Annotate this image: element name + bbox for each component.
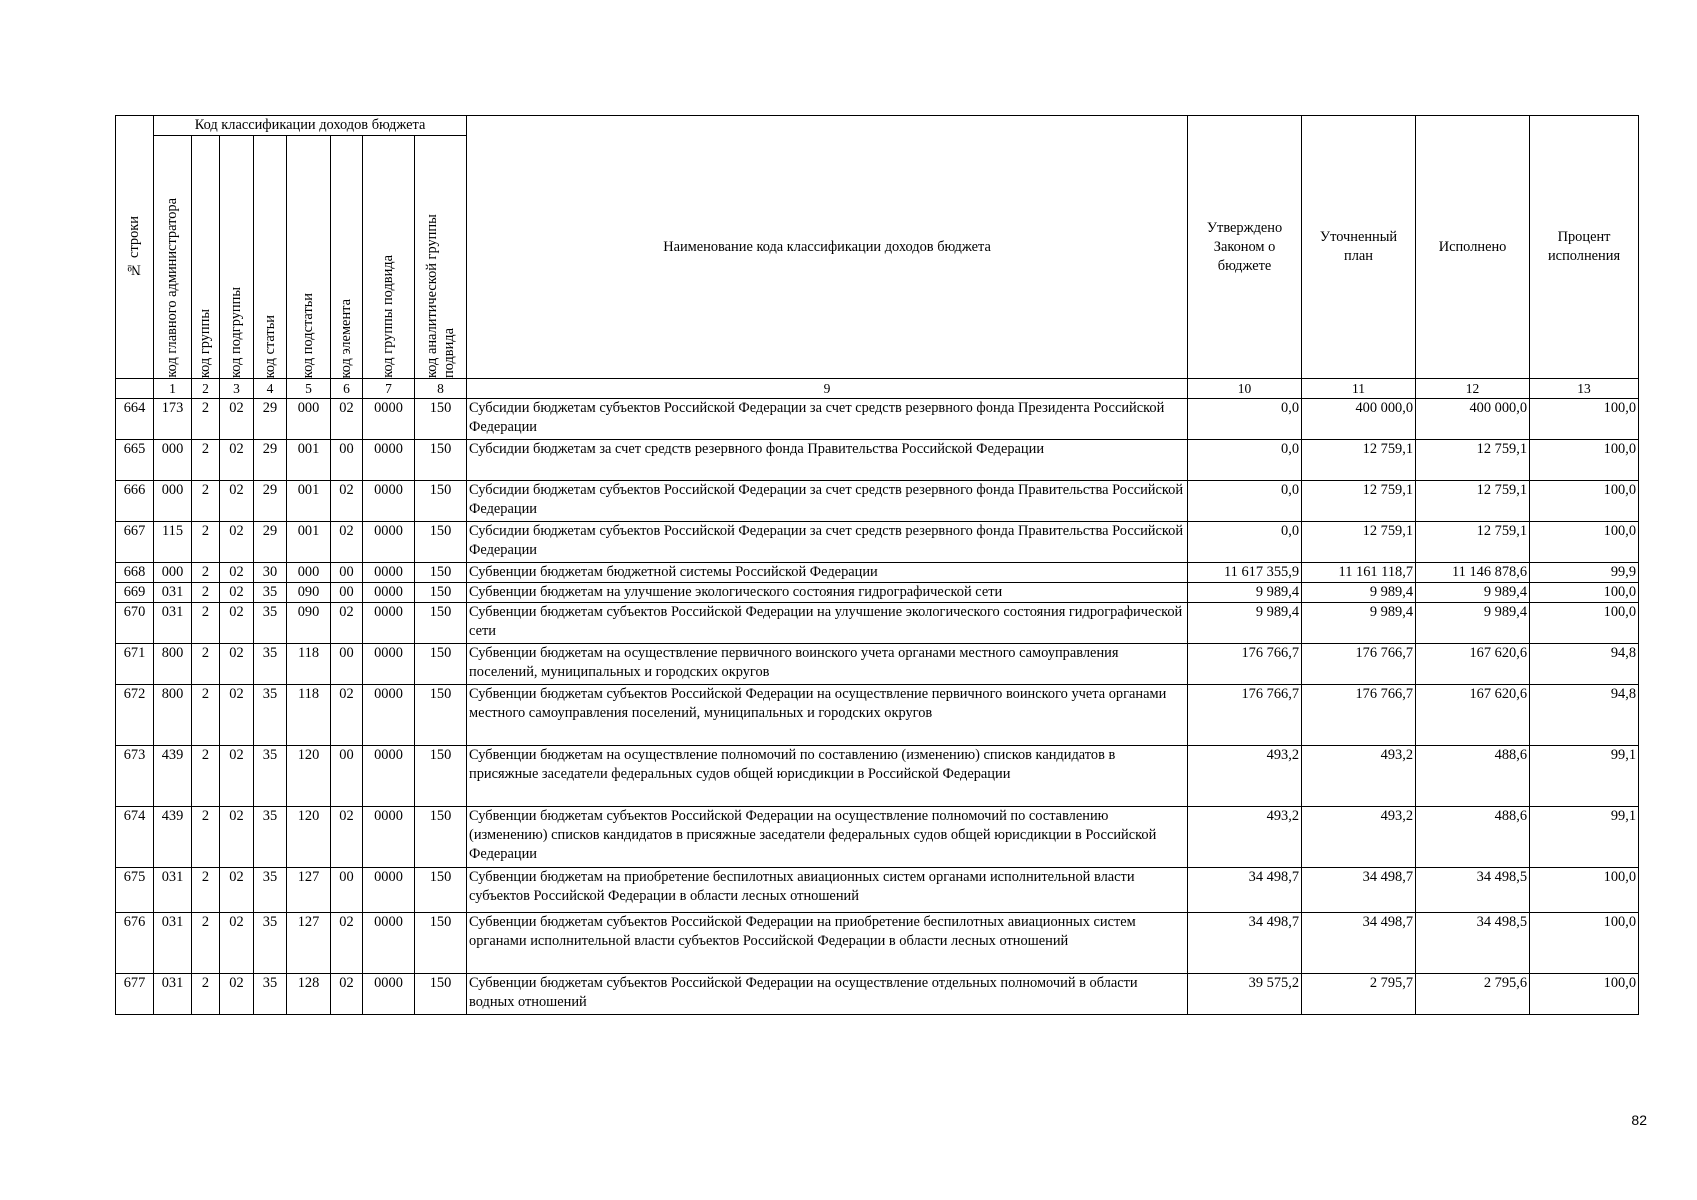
row-number-cell: 675: [116, 868, 154, 913]
column-number: 13: [1530, 379, 1639, 399]
article-code-cell: 35: [254, 746, 287, 807]
element-code-cell: 00: [331, 440, 363, 481]
column-number-blank: [116, 379, 154, 399]
percent-cell: 94,8: [1530, 644, 1639, 685]
group-code-cell: 2: [192, 603, 220, 644]
analytic-group-code-cell: 150: [415, 644, 467, 685]
analytic-group-code-cell: 150: [415, 974, 467, 1015]
column-number: 2: [192, 379, 220, 399]
header-admin-code: код главного администратора: [154, 136, 192, 379]
subgroup-code-cell: 02: [220, 868, 254, 913]
row-number-cell: 668: [116, 563, 154, 583]
plan-amount-cell: 493,2: [1302, 746, 1416, 807]
group-code-cell: 2: [192, 440, 220, 481]
subtype-group-code-cell: 0000: [363, 746, 415, 807]
table-row: [116, 481, 1639, 522]
header-element-code: код элемента: [331, 136, 363, 379]
analytic-group-code-cell: 150: [415, 583, 467, 603]
approved-amount-cell: 9 989,4: [1188, 603, 1302, 644]
article-code-cell: 35: [254, 644, 287, 685]
article-code-cell: 29: [254, 522, 287, 563]
approved-amount-cell: 0,0: [1188, 522, 1302, 563]
percent-cell: 100,0: [1530, 868, 1639, 913]
executed-amount-cell: 167 620,6: [1416, 685, 1530, 746]
executed-amount-cell: 34 498,5: [1416, 913, 1530, 974]
subarticle-code-cell: 001: [287, 440, 331, 481]
executed-amount-cell: 11 146 878,6: [1416, 563, 1530, 583]
approved-amount-cell: 39 575,2: [1188, 974, 1302, 1015]
group-code-cell: 2: [192, 807, 220, 868]
subtype-group-code-cell: 0000: [363, 440, 415, 481]
subgroup-code-cell: 02: [220, 481, 254, 522]
plan-amount-cell: 176 766,7: [1302, 644, 1416, 685]
table-body: [116, 379, 1639, 1015]
column-number: 5: [287, 379, 331, 399]
executed-amount-cell: 167 620,6: [1416, 644, 1530, 685]
group-code-cell: 2: [192, 563, 220, 583]
executed-amount-cell: 9 989,4: [1416, 603, 1530, 644]
code-name-cell: Субвенции бюджетам на осуществление полномочий по составлению (изменению) списков кандидатов в присяжные заседатели федеральных судов общей юрисдикции в Российской Федерации: [467, 746, 1188, 807]
element-code-cell: 02: [331, 481, 363, 522]
subarticle-code-cell: 127: [287, 913, 331, 974]
article-code-cell: 35: [254, 974, 287, 1015]
header-approved: Утверждено Законом о бюджете: [1188, 116, 1302, 379]
percent-cell: 94,8: [1530, 685, 1639, 746]
group-code-cell: 2: [192, 644, 220, 685]
approved-amount-cell: 11 617 355,9: [1188, 563, 1302, 583]
group-code-cell: 2: [192, 522, 220, 563]
code-name-cell: Субвенции бюджетам субъектов Российской Федерации на улучшение экологического состояния гидрографической сети: [467, 603, 1188, 644]
group-code-cell: 2: [192, 399, 220, 440]
code-name-cell: Субсидии бюджетам за счет средств резервного фонда Правительства Российской Федерации: [467, 440, 1188, 481]
article-code-cell: 35: [254, 913, 287, 974]
code-name-cell: Субвенции бюджетам субъектов Российской Федерации на осуществление первичного воинского учета органами местного самоуправления поселений, муниципальных и городских округов: [467, 685, 1188, 746]
plan-amount-cell: 12 759,1: [1302, 522, 1416, 563]
admin-code-cell: 000: [154, 440, 192, 481]
element-code-cell: 02: [331, 913, 363, 974]
header-group-code: код группы: [192, 136, 220, 379]
group-code-cell: 2: [192, 974, 220, 1015]
subgroup-code-cell: 02: [220, 440, 254, 481]
subarticle-code-cell: 127: [287, 868, 331, 913]
row-number-cell: 673: [116, 746, 154, 807]
table-row: [116, 746, 1639, 807]
header-row-number: № строки: [116, 116, 154, 379]
percent-cell: 100,0: [1530, 399, 1639, 440]
analytic-group-code-cell: 150: [415, 603, 467, 644]
subtype-group-code-cell: 0000: [363, 563, 415, 583]
subgroup-code-cell: 02: [220, 746, 254, 807]
header-code-name: Наименование кода классификации доходов бюджета: [467, 116, 1188, 379]
column-number: 12: [1416, 379, 1530, 399]
column-numbers-row: [116, 379, 1639, 399]
subtype-group-code-cell: 0000: [363, 868, 415, 913]
subarticle-code-cell: 118: [287, 685, 331, 746]
table-row: [116, 807, 1639, 868]
row-number-cell: 666: [116, 481, 154, 522]
table-row: [116, 399, 1639, 440]
executed-amount-cell: 2 795,6: [1416, 974, 1530, 1015]
column-number: 1: [154, 379, 192, 399]
header-percent: Процент исполнения: [1530, 116, 1639, 379]
analytic-group-code-cell: 150: [415, 685, 467, 746]
table-row: [116, 563, 1639, 583]
article-code-cell: 35: [254, 685, 287, 746]
table-row: [116, 868, 1639, 913]
column-number: 10: [1188, 379, 1302, 399]
plan-amount-cell: 11 161 118,7: [1302, 563, 1416, 583]
header-classification-code: Код классификации доходов бюджета: [154, 116, 467, 136]
table-row: [116, 440, 1639, 481]
approved-amount-cell: 0,0: [1188, 481, 1302, 522]
element-code-cell: 02: [331, 522, 363, 563]
subgroup-code-cell: 02: [220, 563, 254, 583]
plan-amount-cell: 493,2: [1302, 807, 1416, 868]
article-code-cell: 30: [254, 563, 287, 583]
plan-amount-cell: 12 759,1: [1302, 440, 1416, 481]
subtype-group-code-cell: 0000: [363, 913, 415, 974]
subarticle-code-cell: 000: [287, 399, 331, 440]
header-subarticle-code: код подстатьи: [287, 136, 331, 379]
admin-code-cell: 031: [154, 974, 192, 1015]
code-name-cell: Субвенции бюджетам бюджетной системы Российской Федерации: [467, 563, 1188, 583]
code-name-cell: Субвенции бюджетам на осуществление первичного воинского учета органами местного самоуправления поселений, муниципальных и городских округов: [467, 644, 1188, 685]
approved-amount-cell: 493,2: [1188, 807, 1302, 868]
table-row: [116, 974, 1639, 1015]
article-code-cell: 35: [254, 583, 287, 603]
admin-code-cell: 439: [154, 746, 192, 807]
percent-cell: 100,0: [1530, 522, 1639, 563]
header-analytic-group-code: код аналитической группы подвида: [415, 136, 467, 379]
article-code-cell: 29: [254, 399, 287, 440]
element-code-cell: 02: [331, 685, 363, 746]
plan-amount-cell: 176 766,7: [1302, 685, 1416, 746]
row-number-cell: 674: [116, 807, 154, 868]
column-number: 8: [415, 379, 467, 399]
admin-code-cell: 031: [154, 913, 192, 974]
subarticle-code-cell: 090: [287, 583, 331, 603]
executed-amount-cell: 488,6: [1416, 807, 1530, 868]
subtype-group-code-cell: 0000: [363, 522, 415, 563]
element-code-cell: 02: [331, 807, 363, 868]
code-name-cell: Субсидии бюджетам субъектов Российской Федерации за счет средств резервного фонда Правительства Российской Федерации: [467, 481, 1188, 522]
row-number-cell: 665: [116, 440, 154, 481]
percent-cell: 100,0: [1530, 603, 1639, 644]
element-code-cell: 00: [331, 746, 363, 807]
element-code-cell: 02: [331, 974, 363, 1015]
plan-amount-cell: 400 000,0: [1302, 399, 1416, 440]
percent-cell: 100,0: [1530, 583, 1639, 603]
admin-code-cell: 000: [154, 563, 192, 583]
row-number-cell: 670: [116, 603, 154, 644]
subgroup-code-cell: 02: [220, 522, 254, 563]
code-name-cell: Субвенции бюджетам субъектов Российской Федерации на осуществление отдельных полномочий в области водных отношений: [467, 974, 1188, 1015]
subgroup-code-cell: 02: [220, 583, 254, 603]
row-number-cell: 664: [116, 399, 154, 440]
admin-code-cell: 173: [154, 399, 192, 440]
subtype-group-code-cell: 0000: [363, 644, 415, 685]
executed-amount-cell: 12 759,1: [1416, 440, 1530, 481]
group-code-cell: 2: [192, 583, 220, 603]
approved-amount-cell: 176 766,7: [1188, 685, 1302, 746]
group-code-cell: 2: [192, 913, 220, 974]
percent-cell: 99,9: [1530, 563, 1639, 583]
approved-amount-cell: 493,2: [1188, 746, 1302, 807]
table-row: [116, 583, 1639, 603]
code-name-cell: Субсидии бюджетам субъектов Российской Федерации за счет средств резервного фонда Правительства Российской Федерации: [467, 522, 1188, 563]
row-number-cell: 667: [116, 522, 154, 563]
plan-amount-cell: 34 498,7: [1302, 913, 1416, 974]
subarticle-code-cell: 118: [287, 644, 331, 685]
page-number: 82: [1631, 1112, 1647, 1128]
executed-amount-cell: 12 759,1: [1416, 481, 1530, 522]
percent-cell: 100,0: [1530, 974, 1639, 1015]
column-number: 6: [331, 379, 363, 399]
group-code-cell: 2: [192, 481, 220, 522]
percent-cell: 100,0: [1530, 481, 1639, 522]
executed-amount-cell: 34 498,5: [1416, 868, 1530, 913]
admin-code-cell: 031: [154, 583, 192, 603]
subarticle-code-cell: 120: [287, 807, 331, 868]
admin-code-cell: 115: [154, 522, 192, 563]
row-number-cell: 671: [116, 644, 154, 685]
code-name-cell: Субсидии бюджетам субъектов Российской Федерации за счет средств резервного фонда Президента Российской Федерации: [467, 399, 1188, 440]
column-number: 4: [254, 379, 287, 399]
percent-cell: 100,0: [1530, 440, 1639, 481]
analytic-group-code-cell: 150: [415, 913, 467, 974]
executed-amount-cell: 12 759,1: [1416, 522, 1530, 563]
article-code-cell: 35: [254, 807, 287, 868]
approved-amount-cell: 176 766,7: [1188, 644, 1302, 685]
article-code-cell: 29: [254, 481, 287, 522]
article-code-cell: 29: [254, 440, 287, 481]
approved-amount-cell: 34 498,7: [1188, 868, 1302, 913]
row-number-cell: 669: [116, 583, 154, 603]
subarticle-code-cell: 001: [287, 522, 331, 563]
header-subtype-group-code: код группы подвида: [363, 136, 415, 379]
analytic-group-code-cell: 150: [415, 522, 467, 563]
header-executed: Исполнено: [1416, 116, 1530, 379]
plan-amount-cell: 34 498,7: [1302, 868, 1416, 913]
element-code-cell: 00: [331, 583, 363, 603]
analytic-group-code-cell: 150: [415, 807, 467, 868]
analytic-group-code-cell: 150: [415, 868, 467, 913]
analytic-group-code-cell: 150: [415, 746, 467, 807]
header-plan: Уточненный план: [1302, 116, 1416, 379]
budget-table-sheet: [115, 115, 1639, 1015]
element-code-cell: 00: [331, 644, 363, 685]
article-code-cell: 35: [254, 603, 287, 644]
header-article-code: код статьи: [254, 136, 287, 379]
subarticle-code-cell: 128: [287, 974, 331, 1015]
executed-amount-cell: 9 989,4: [1416, 583, 1530, 603]
article-code-cell: 35: [254, 868, 287, 913]
subtype-group-code-cell: 0000: [363, 974, 415, 1015]
row-number-cell: 676: [116, 913, 154, 974]
row-number-cell: 677: [116, 974, 154, 1015]
subgroup-code-cell: 02: [220, 974, 254, 1015]
subtype-group-code-cell: 0000: [363, 807, 415, 868]
group-code-cell: 2: [192, 746, 220, 807]
percent-cell: 100,0: [1530, 913, 1639, 974]
admin-code-cell: 000: [154, 481, 192, 522]
element-code-cell: 00: [331, 868, 363, 913]
table-row: [116, 522, 1639, 563]
subtype-group-code-cell: 0000: [363, 583, 415, 603]
subgroup-code-cell: 02: [220, 644, 254, 685]
element-code-cell: 00: [331, 563, 363, 583]
subgroup-code-cell: 02: [220, 913, 254, 974]
admin-code-cell: 031: [154, 603, 192, 644]
percent-cell: 99,1: [1530, 807, 1639, 868]
subtype-group-code-cell: 0000: [363, 399, 415, 440]
code-name-cell: Субвенции бюджетам на улучшение экологического состояния гидрографической сети: [467, 583, 1188, 603]
analytic-group-code-cell: 150: [415, 563, 467, 583]
code-name-cell: Субвенции бюджетам субъектов Российской Федерации на приобретение беспилотных авиационных систем органами исполнительной власти субъектов Российской Федерации в области лесных отношений: [467, 913, 1188, 974]
table-row: [116, 685, 1639, 746]
executed-amount-cell: 400 000,0: [1416, 399, 1530, 440]
percent-cell: 99,1: [1530, 746, 1639, 807]
admin-code-cell: 031: [154, 868, 192, 913]
header-subgroup-code: код подгруппы: [220, 136, 254, 379]
admin-code-cell: 800: [154, 685, 192, 746]
column-number: 3: [220, 379, 254, 399]
approved-amount-cell: 9 989,4: [1188, 583, 1302, 603]
plan-amount-cell: 9 989,4: [1302, 583, 1416, 603]
analytic-group-code-cell: 150: [415, 399, 467, 440]
subtype-group-code-cell: 0000: [363, 685, 415, 746]
plan-amount-cell: 12 759,1: [1302, 481, 1416, 522]
admin-code-cell: 800: [154, 644, 192, 685]
subgroup-code-cell: 02: [220, 603, 254, 644]
code-name-cell: Субвенции бюджетам на приобретение беспилотных авиационных систем органами исполнительной власти субъектов Российской Федерации в области лесных отношений: [467, 868, 1188, 913]
row-number-cell: 672: [116, 685, 154, 746]
subgroup-code-cell: 02: [220, 685, 254, 746]
approved-amount-cell: 34 498,7: [1188, 913, 1302, 974]
column-number: 9: [467, 379, 1188, 399]
analytic-group-code-cell: 150: [415, 481, 467, 522]
approved-amount-cell: 0,0: [1188, 399, 1302, 440]
subarticle-code-cell: 000: [287, 563, 331, 583]
subgroup-code-cell: 02: [220, 399, 254, 440]
code-name-cell: Субвенции бюджетам субъектов Российской Федерации на осуществление полномочий по составлению (изменению) списков кандидатов в присяжные заседатели федеральных судов общей юрисдикции в Российской Федерации: [467, 807, 1188, 868]
admin-code-cell: 439: [154, 807, 192, 868]
subtype-group-code-cell: 0000: [363, 603, 415, 644]
group-code-cell: 2: [192, 868, 220, 913]
plan-amount-cell: 2 795,7: [1302, 974, 1416, 1015]
approved-amount-cell: 0,0: [1188, 440, 1302, 481]
subarticle-code-cell: 090: [287, 603, 331, 644]
subarticle-code-cell: 120: [287, 746, 331, 807]
budget-revenue-table: [115, 115, 1639, 1015]
element-code-cell: 02: [331, 603, 363, 644]
table-row: [116, 644, 1639, 685]
analytic-group-code-cell: 150: [415, 440, 467, 481]
subarticle-code-cell: 001: [287, 481, 331, 522]
group-code-cell: 2: [192, 685, 220, 746]
subgroup-code-cell: 02: [220, 807, 254, 868]
element-code-cell: 02: [331, 399, 363, 440]
column-number: 7: [363, 379, 415, 399]
table-row: [116, 913, 1639, 974]
executed-amount-cell: 488,6: [1416, 746, 1530, 807]
subtype-group-code-cell: 0000: [363, 481, 415, 522]
table-row: [116, 603, 1639, 644]
column-number: 11: [1302, 379, 1416, 399]
plan-amount-cell: 9 989,4: [1302, 603, 1416, 644]
